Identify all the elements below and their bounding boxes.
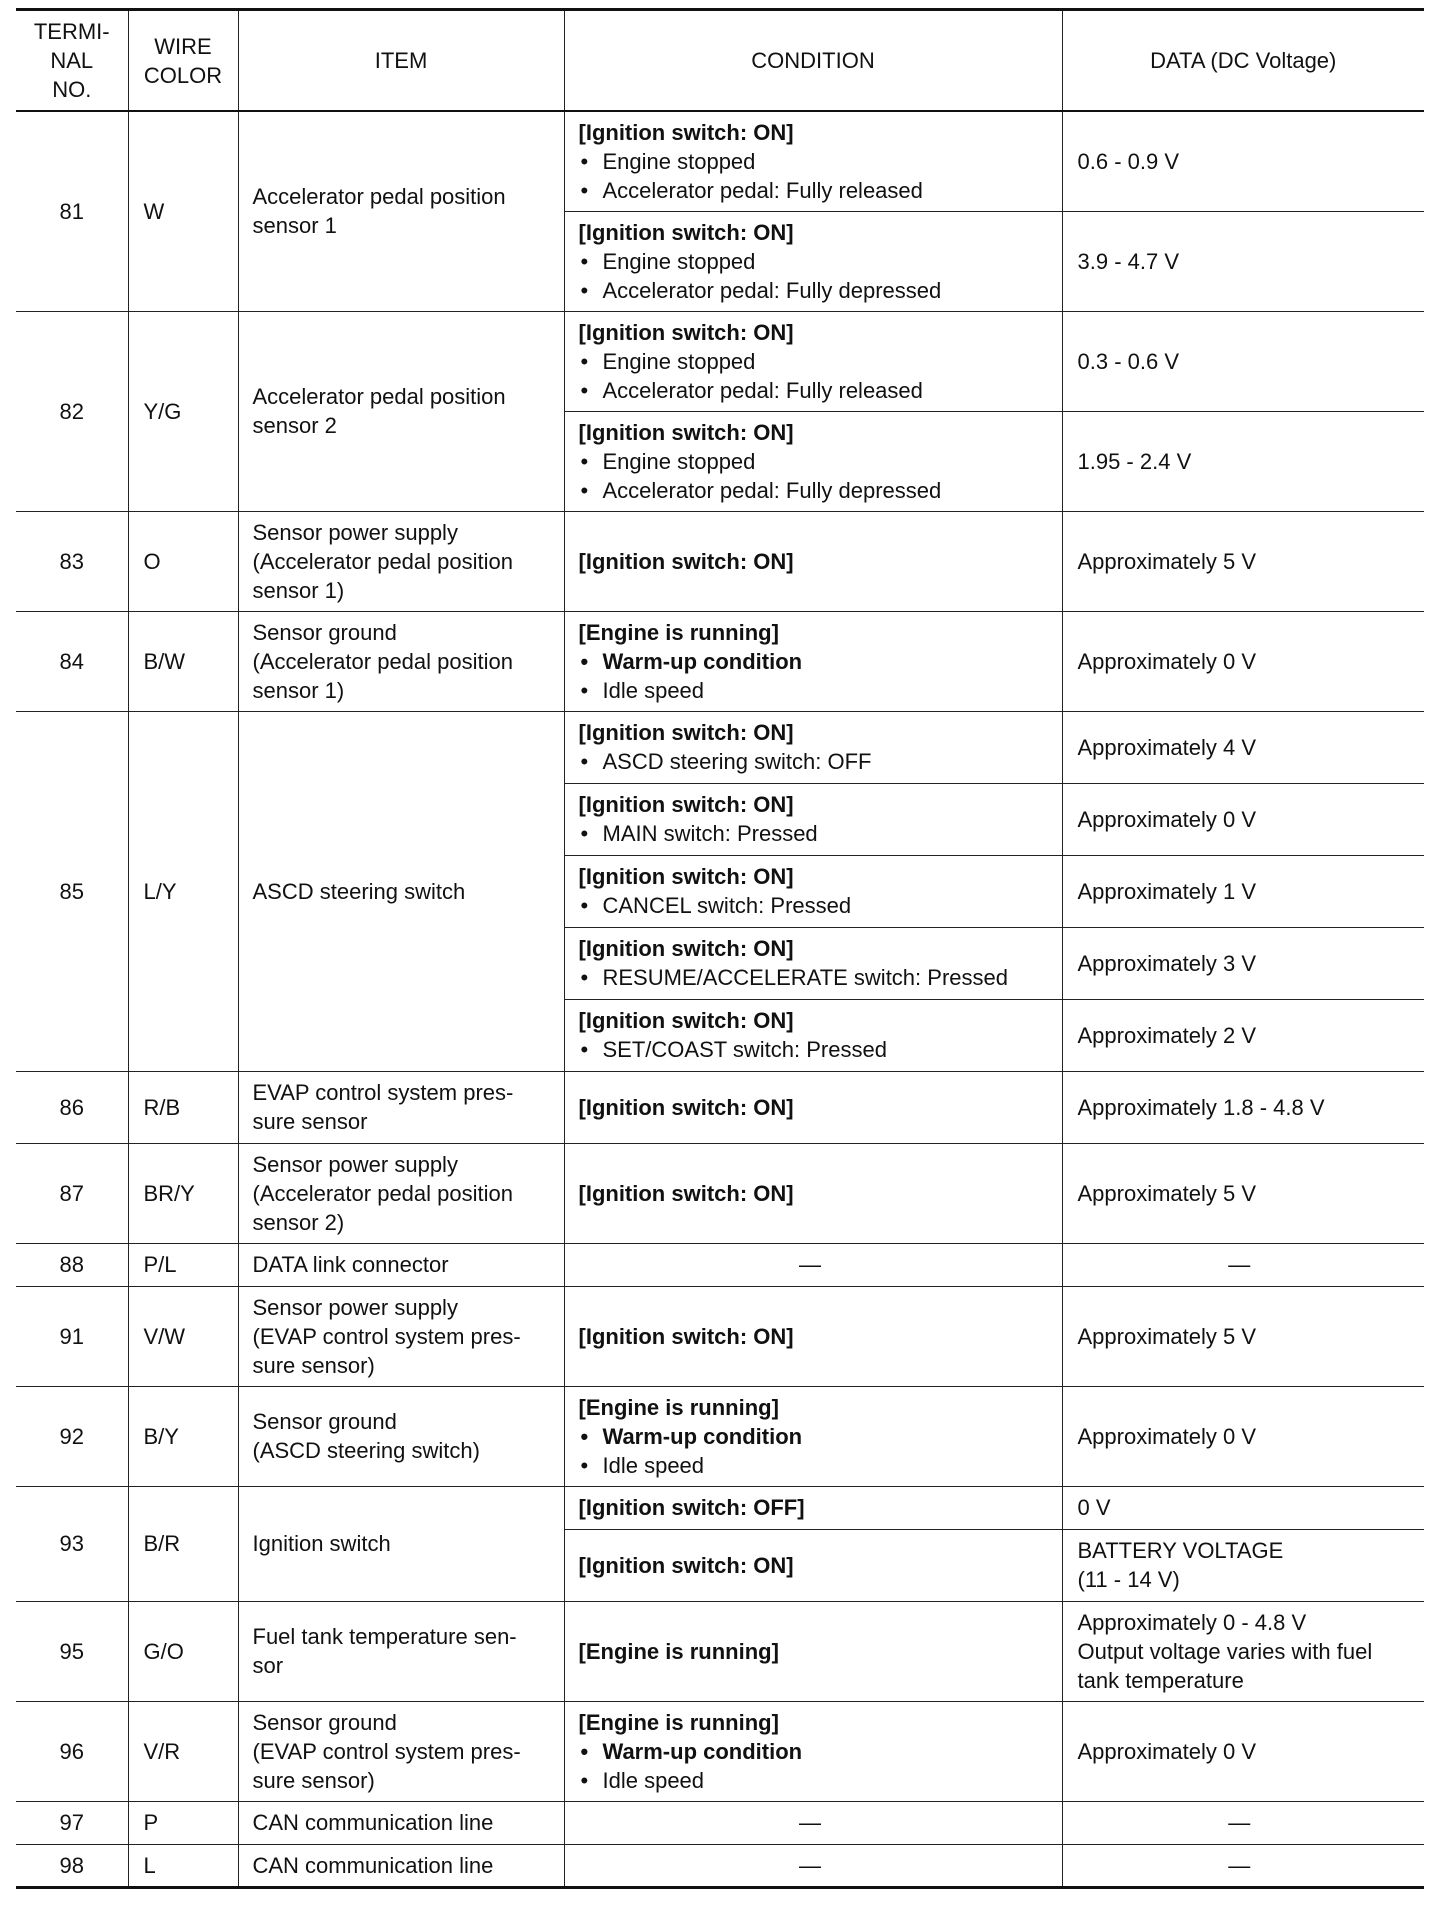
condition-header: [Ignition switch: ON] — [578, 1180, 794, 1206]
text-line: CAN communication line — [252, 1852, 494, 1878]
item-name — [238, 1143, 564, 1243]
item-name — [238, 1844, 564, 1887]
condition-bullet: • Idle speed — [579, 1766, 1056, 1795]
item-name — [238, 1801, 564, 1844]
condition — [564, 611, 1062, 711]
data-voltage — [1062, 111, 1424, 211]
text-line: (Accelerator pedal position — [252, 1180, 513, 1206]
text-line: NO. — [52, 77, 92, 102]
text-line: — — [1228, 1252, 1251, 1277]
text-line: Accelerator pedal position — [252, 184, 506, 210]
item-name — [238, 111, 564, 311]
text-line: Sensor power supply — [252, 1294, 458, 1320]
text-line: Approximately 5 V — [1077, 1180, 1257, 1206]
data-voltage — [1062, 927, 1424, 999]
terminal-no: 86 — [16, 1071, 128, 1143]
data-voltage — [1062, 1529, 1424, 1601]
condition-bullet: • Accelerator pedal: Fully released — [579, 376, 1056, 405]
condition-bullet: • RESUME/ACCELERATE switch: Pressed — [579, 963, 1056, 992]
text-line: tank temperature — [1077, 1667, 1244, 1693]
table-row — [16, 1071, 1424, 1143]
data-voltage — [1062, 411, 1424, 511]
text-line: sensor 2 — [252, 413, 337, 438]
terminal-no: 91 — [16, 1286, 128, 1386]
condition — [564, 111, 1062, 211]
table-row — [16, 111, 1424, 211]
table-row — [16, 1701, 1424, 1801]
text-line: Approximately 0 V — [1077, 1738, 1257, 1764]
text-line: Fuel tank temperature sen- — [252, 1624, 517, 1649]
text-line: sure sensor) — [252, 1352, 375, 1378]
terminal-data-table — [16, 8, 1424, 1889]
text-line: 0.3 - 0.6 V — [1077, 348, 1180, 374]
text-line: Sensor power supply — [252, 519, 458, 545]
data-voltage — [1062, 783, 1424, 855]
condition-header: [Engine is running] — [578, 1394, 779, 1420]
wire-color: L — [128, 1844, 238, 1887]
condition-header: [Engine is running] — [578, 1638, 779, 1664]
condition — [564, 1071, 1062, 1143]
condition-header: [Ignition switch: OFF] — [578, 1495, 805, 1520]
condition: — — [564, 1844, 1062, 1887]
text-line: Approximately 0 V — [1077, 1423, 1257, 1449]
data-voltage — [1062, 999, 1424, 1071]
terminal-no: 93 — [16, 1486, 128, 1601]
text-line: Approximately 5 V — [1077, 1323, 1257, 1349]
text-line: WIRE — [154, 33, 212, 59]
condition-bullet: • Warm-up condition — [579, 1737, 1056, 1766]
header-wire-color — [128, 10, 238, 112]
table-row — [16, 611, 1424, 711]
data-voltage — [1062, 711, 1424, 783]
item-name — [238, 711, 564, 1071]
wire-color: O — [128, 511, 238, 611]
table-row — [16, 1601, 1424, 1701]
text-line: Approximately 4 V — [1077, 734, 1257, 760]
condition — [564, 927, 1062, 999]
item-name — [238, 1486, 564, 1601]
condition-bullet: • Accelerator pedal: Fully depressed — [579, 276, 1056, 305]
condition: — — [564, 1801, 1062, 1844]
data-voltage — [1062, 1844, 1424, 1887]
condition-header: [Ignition switch: ON] — [578, 792, 794, 817]
condition-header: [Ignition switch: ON] — [578, 219, 794, 245]
item-name — [238, 511, 564, 611]
table-row — [16, 1801, 1424, 1844]
text-line: (11 - 14 V) — [1077, 1567, 1180, 1592]
condition-header: [Ignition switch: ON] — [578, 936, 794, 961]
table-row — [16, 711, 1424, 783]
data-voltage — [1062, 1701, 1424, 1801]
condition — [564, 1286, 1062, 1386]
item-name — [238, 1386, 564, 1486]
text-line: COLOR — [143, 62, 223, 88]
terminal-no: 97 — [16, 1801, 128, 1844]
terminal-no: 84 — [16, 611, 128, 711]
condition-bullet: • Engine stopped — [579, 247, 1056, 276]
terminal-no: 81 — [16, 111, 128, 311]
condition-header: [Ignition switch: ON] — [578, 419, 794, 445]
item-name — [238, 1243, 564, 1286]
data-voltage — [1062, 611, 1424, 711]
condition — [564, 999, 1062, 1071]
text-line: NAL — [50, 48, 94, 73]
condition-header: [Engine is running] — [578, 1709, 779, 1735]
table-row — [16, 1243, 1424, 1286]
text-line: — — [1228, 1810, 1251, 1835]
text-line: (Accelerator pedal position — [252, 648, 513, 674]
text-line: sure sensor) — [252, 1767, 375, 1793]
table-row — [16, 1486, 1424, 1529]
text-line: — — [1228, 1852, 1251, 1878]
text-line: 0 V — [1077, 1495, 1111, 1520]
data-voltage — [1062, 1486, 1424, 1529]
terminal-no: 87 — [16, 1143, 128, 1243]
text-line: Approximately 0 V — [1077, 806, 1257, 832]
condition-bullet: • Accelerator pedal: Fully released — [579, 176, 1056, 205]
text-line: (EVAP control system pres- — [252, 1738, 521, 1764]
condition-bullet: • Warm-up condition — [579, 647, 1056, 676]
condition — [564, 211, 1062, 311]
condition-bullet: • MAIN switch: Pressed — [579, 819, 1056, 848]
text-line: Sensor power supply — [252, 1151, 458, 1177]
text-line: Approximately 1.8 - 4.8 V — [1077, 1094, 1325, 1120]
data-voltage — [1062, 1801, 1424, 1844]
condition-header: [Ignition switch: ON] — [578, 1552, 794, 1578]
header-row — [16, 10, 1424, 112]
condition-header: [Ignition switch: ON] — [578, 1323, 794, 1349]
text-line: sensor 2) — [252, 1209, 345, 1235]
terminal-no: 92 — [16, 1386, 128, 1486]
data-voltage — [1062, 1601, 1424, 1701]
condition — [564, 783, 1062, 855]
table-row — [16, 311, 1424, 411]
data-voltage — [1062, 1071, 1424, 1143]
condition-bullet: • Engine stopped — [579, 347, 1056, 376]
text-line: Sensor ground — [252, 1709, 397, 1735]
condition-bullet: • Idle speed — [579, 676, 1056, 705]
wire-color: P/L — [128, 1243, 238, 1286]
terminal-no: 95 — [16, 1601, 128, 1701]
item-name — [238, 1701, 564, 1801]
text-line: ASCD steering switch — [252, 878, 466, 904]
text-line: sor — [252, 1653, 284, 1678]
condition-bullet: • CANCEL switch: Pressed — [579, 891, 1056, 920]
condition-bullet: • Engine stopped — [579, 147, 1056, 176]
data-voltage — [1062, 1386, 1424, 1486]
table-row — [16, 1386, 1424, 1486]
item-name — [238, 1601, 564, 1701]
condition — [564, 1601, 1062, 1701]
header-item: ITEM — [238, 10, 564, 112]
condition-bullet: • Accelerator pedal: Fully depressed — [579, 476, 1056, 505]
condition-bullet: • Engine stopped — [579, 447, 1056, 476]
terminal-no: 85 — [16, 711, 128, 1071]
text-line: Approximately 2 V — [1077, 1022, 1257, 1048]
wire-color: P — [128, 1801, 238, 1844]
text-line: BATTERY VOLTAGE — [1077, 1538, 1284, 1563]
condition — [564, 511, 1062, 611]
text-line: 0.6 - 0.9 V — [1077, 148, 1180, 174]
condition — [564, 1486, 1062, 1529]
terminal-no: 88 — [16, 1243, 128, 1286]
condition-header: [Engine is running] — [578, 619, 779, 645]
wire-color: R/B — [128, 1071, 238, 1143]
text-line: (ASCD steering switch) — [252, 1438, 480, 1463]
terminal-no: 98 — [16, 1844, 128, 1887]
condition — [564, 311, 1062, 411]
wire-color: V/R — [128, 1701, 238, 1801]
header-condition: CONDITION — [564, 10, 1062, 112]
wire-color: B/W — [128, 611, 238, 711]
text-line: sure sensor — [252, 1109, 368, 1134]
data-voltage — [1062, 1286, 1424, 1386]
text-line: sensor 1 — [252, 213, 337, 239]
condition: — — [564, 1243, 1062, 1286]
condition — [564, 711, 1062, 783]
condition — [564, 411, 1062, 511]
text-line: Approximately 5 V — [1077, 548, 1257, 574]
text-line: Sensor ground — [252, 619, 397, 645]
table-row — [16, 1844, 1424, 1887]
data-voltage — [1062, 855, 1424, 927]
condition-header: [Ignition switch: ON] — [578, 119, 794, 145]
text-line: Accelerator pedal position — [252, 384, 506, 409]
condition-header: [Ignition switch: ON] — [578, 1094, 794, 1120]
data-voltage — [1062, 511, 1424, 611]
condition-header: [Ignition switch: ON] — [578, 548, 794, 574]
condition-header: [Ignition switch: ON] — [578, 1008, 794, 1033]
condition — [564, 1529, 1062, 1601]
text-line: Output voltage varies with fuel — [1077, 1638, 1373, 1664]
condition-bullet: • Idle speed — [579, 1451, 1056, 1480]
data-voltage — [1062, 1243, 1424, 1286]
item-name — [238, 1286, 564, 1386]
wire-color: L/Y — [128, 711, 238, 1071]
condition-header: [Ignition switch: ON] — [578, 319, 794, 345]
text-line: sensor 1) — [252, 577, 345, 603]
wire-color: V/W — [128, 1286, 238, 1386]
condition — [564, 1143, 1062, 1243]
text-line: (Accelerator pedal position — [252, 548, 513, 574]
wire-color: Y/G — [128, 311, 238, 511]
data-voltage — [1062, 1143, 1424, 1243]
table-body — [16, 111, 1424, 1887]
text-line: (EVAP control system pres- — [252, 1323, 521, 1349]
condition — [564, 1386, 1062, 1486]
condition-header: [Ignition switch: ON] — [578, 720, 794, 745]
text-line: Approximately 0 - 4.8 V — [1077, 1609, 1307, 1635]
text-line: DATA link connector — [252, 1252, 449, 1277]
text-line: Approximately 3 V — [1077, 950, 1257, 976]
wire-color: W — [128, 111, 238, 311]
terminal-no: 83 — [16, 511, 128, 611]
data-voltage — [1062, 311, 1424, 411]
wire-color: G/O — [128, 1601, 238, 1701]
item-name — [238, 1071, 564, 1143]
item-name — [238, 311, 564, 511]
condition-bullet: • SET/COAST switch: Pressed — [579, 1035, 1056, 1064]
table-row — [16, 1286, 1424, 1386]
text-line: Ignition switch — [252, 1531, 391, 1556]
text-line: Sensor ground — [252, 1409, 397, 1434]
text-line: 3.9 - 4.7 V — [1077, 248, 1180, 274]
text-line: 1.95 - 2.4 V — [1077, 448, 1192, 474]
text-line: CAN communication line — [252, 1810, 494, 1835]
text-line: Approximately 0 V — [1077, 648, 1257, 674]
text-line: sensor 1) — [252, 677, 345, 703]
terminal-no: 82 — [16, 311, 128, 511]
condition-bullet: • ASCD steering switch: OFF — [579, 747, 1056, 776]
table-row — [16, 511, 1424, 611]
item-name — [238, 611, 564, 711]
wire-color: B/Y — [128, 1386, 238, 1486]
condition — [564, 855, 1062, 927]
terminal-no: 96 — [16, 1701, 128, 1801]
wire-color: BR/Y — [128, 1143, 238, 1243]
text-line: TERMI- — [33, 19, 110, 44]
wire-color: B/R — [128, 1486, 238, 1601]
text-line: Approximately 1 V — [1077, 878, 1257, 904]
table-row — [16, 1143, 1424, 1243]
header-terminal-no — [16, 10, 128, 112]
header-data: DATA (DC Voltage) — [1062, 10, 1424, 112]
condition-header: [Ignition switch: ON] — [578, 864, 794, 889]
condition-bullet: • Warm-up condition — [579, 1422, 1056, 1451]
data-voltage — [1062, 211, 1424, 311]
text-line: EVAP control system pres- — [252, 1080, 514, 1105]
condition — [564, 1701, 1062, 1801]
